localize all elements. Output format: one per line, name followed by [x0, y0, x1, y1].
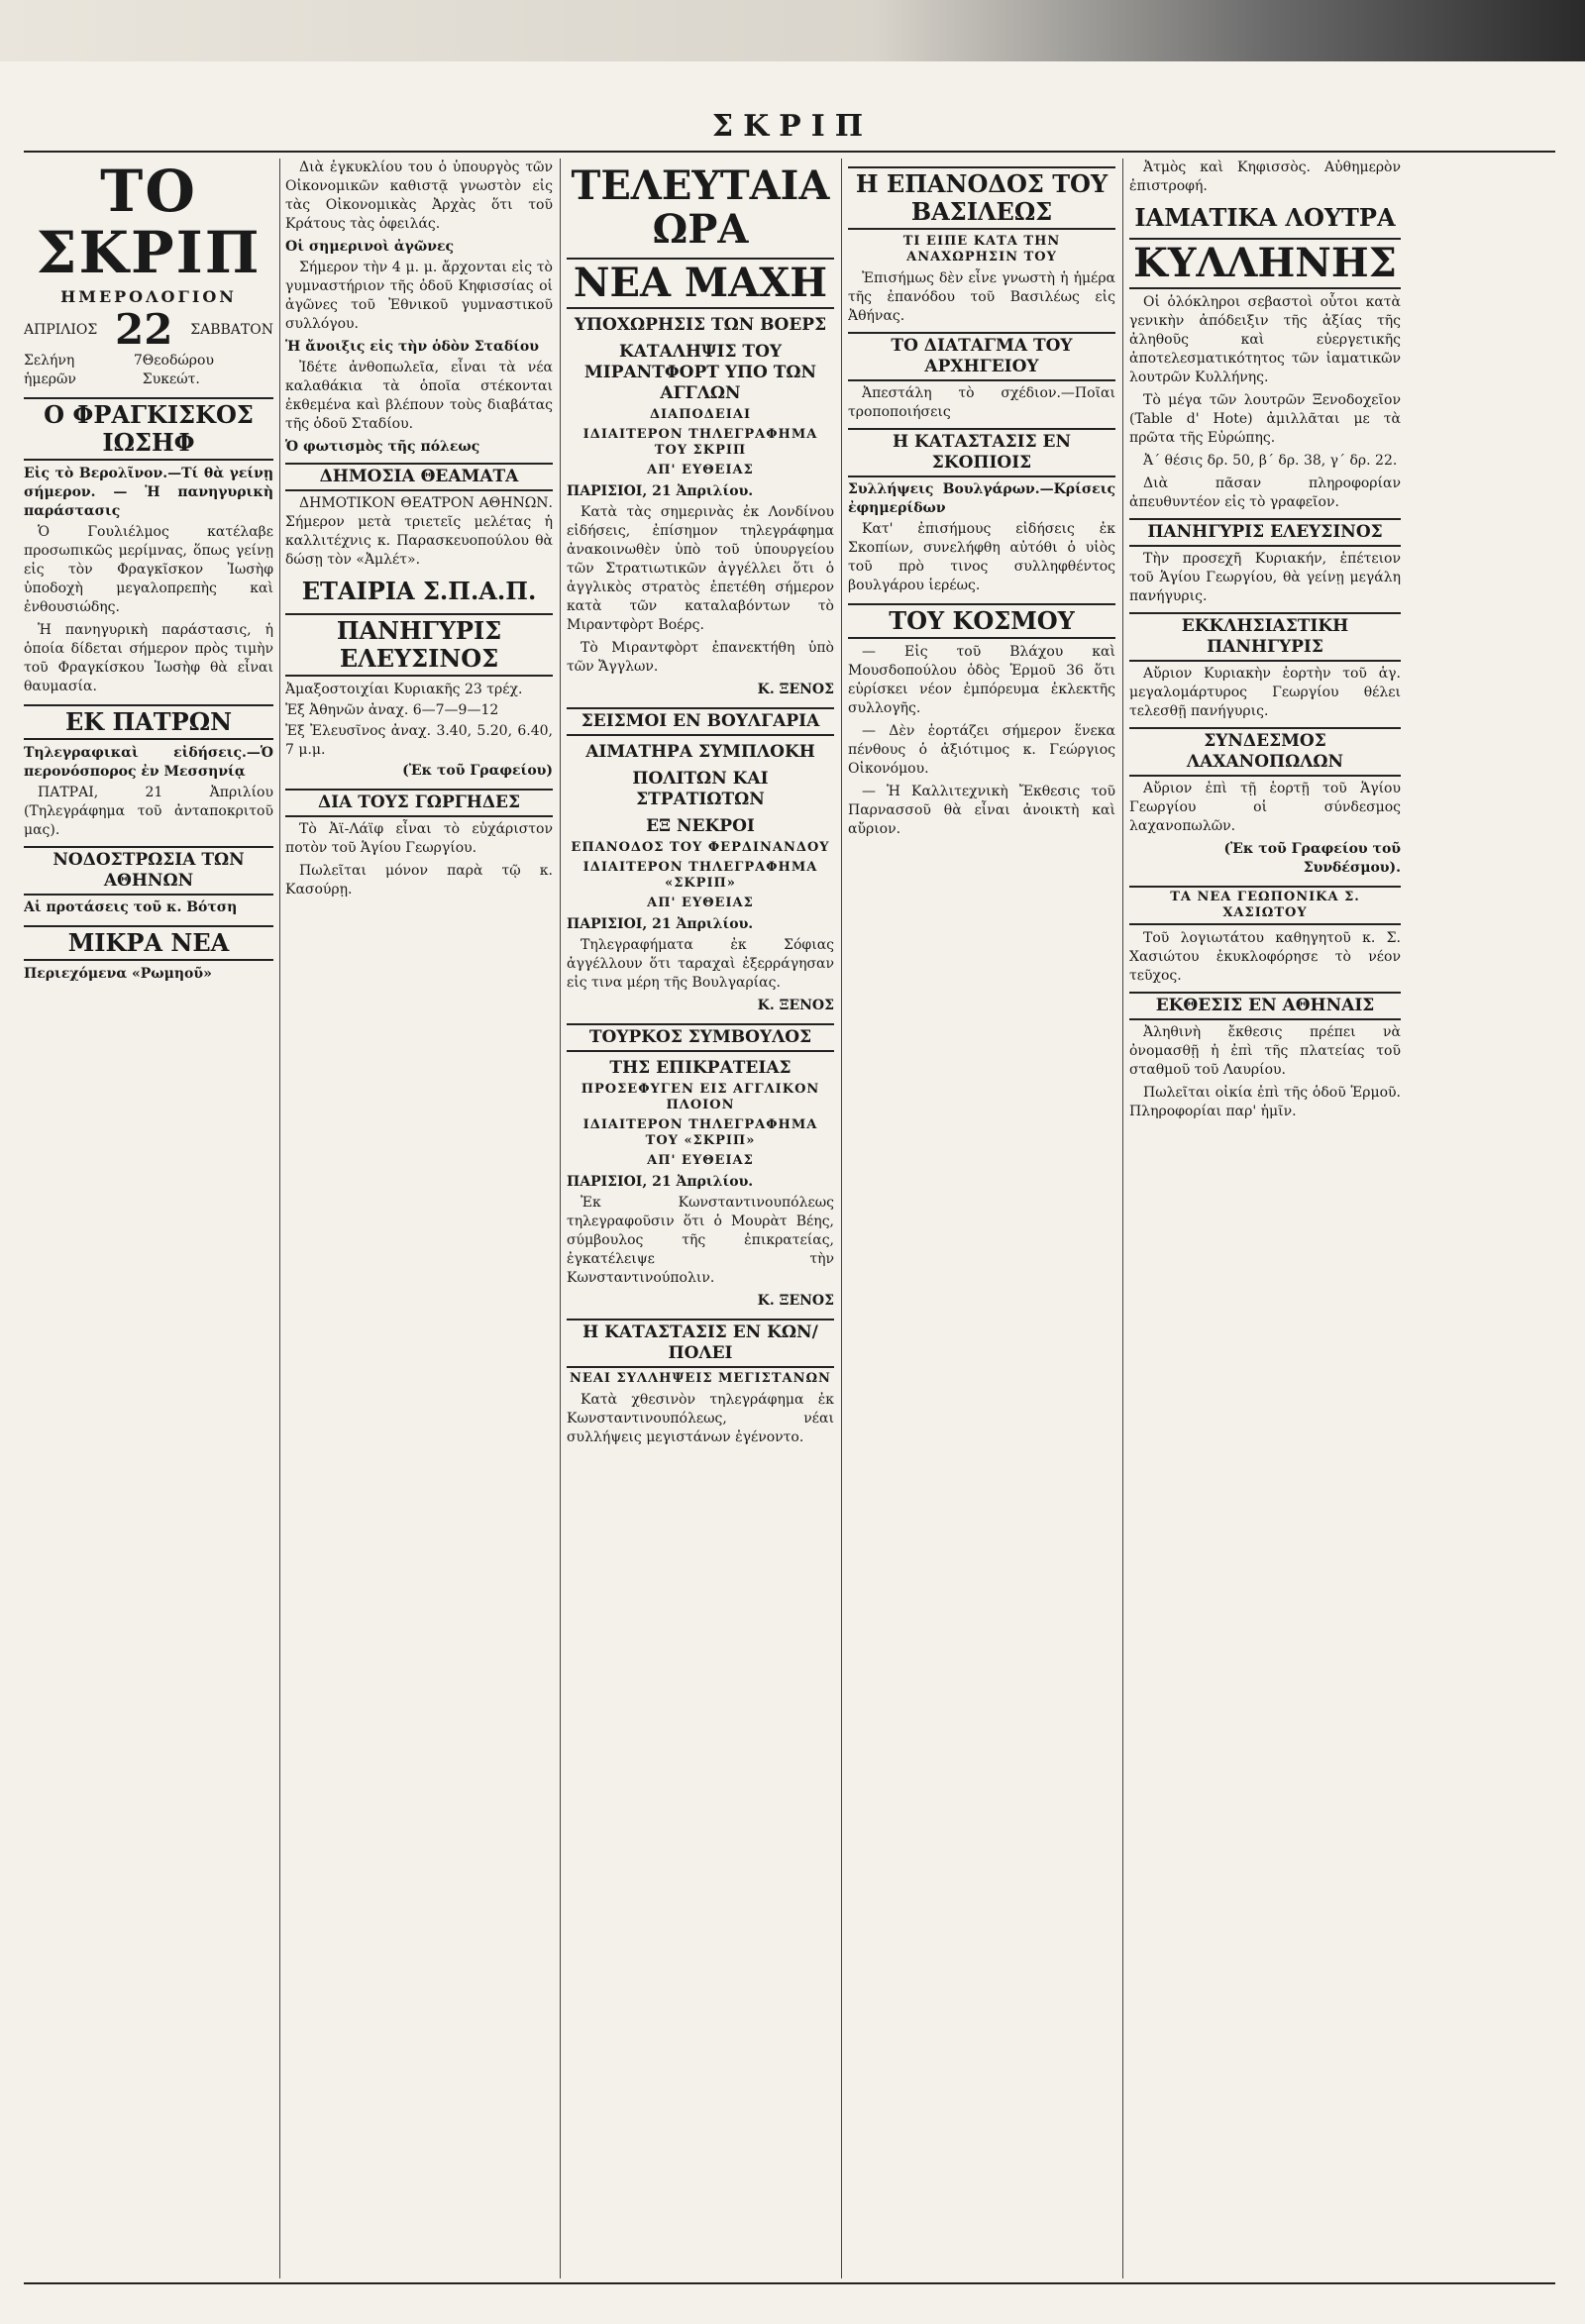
kicker: ΙΔΙΑΙΤΕΡΟΝ ΤΗΛΕΓΡΑΦΗΜΑ ΤΟΥ ΣΚΡΙΠ: [582, 427, 818, 458]
column-separator: [841, 158, 842, 2278]
article-text: Σήμερον τὴν 4 μ. μ. ἄρχονται εἰς τὸ γυμναστήριον τῆς ὁδοῦ Κηφισσίας οἱ ἀγῶνες τοῦ Ἐθνικοῦ γυμναστικοῦ συλλόγου.: [285, 260, 553, 332]
article-text: — Δὲν ἑορτάζει σήμερον ἕνεκα πένθους ὁ ἀξιότιμος κ. Γεώργιος Οἰκονόμου.: [848, 723, 1115, 777]
saint-of-day: Θεοδώρου Συκεώτ.: [142, 353, 214, 387]
article-lead: Εἰς τὸ Βερολῖνον.—Τί θὰ γείνῃ σήμερον. — Ἡ πανηγυρικὴ παράστασις: [24, 466, 273, 519]
article-text: Ἐκ Κωνσταντινουπόλεως τηλεγραφοῦσιν ὅτι ὁ Μουρὰτ Βέης, σύμβουλος τῆς ἐπικρατείας, ἐγκατέλειψε τὴν Κωνσταντινούπολιν.: [567, 1195, 834, 1286]
page-header: ΣΚΡΙΠ: [711, 109, 874, 144]
moon-phase: Σελήνη 7 ἡμερῶν: [24, 353, 143, 387]
article-text: Ἀ΄ θέσις δρ. 50, β΄ δρ. 38, γ΄ δρ. 22.: [1143, 453, 1398, 469]
schedule-text: Ἐξ Ἀθηνῶν ἀναχ. 6—7—9—12: [285, 702, 499, 718]
article-text: Οἱ ὁλόκληροι σεβαστοὶ οὗτοι κατὰ γενικὴν ἀπόδειξιν τῆς ἀξίας τῆς ἀληθοῦς καὶ εὐεργετικῆς ἀποτελεσματικότητος τῶν ἰαματικῶν λουτρῶν Κυλλήνης.: [1129, 294, 1401, 385]
dateline: ΠΑΡΙΣΙΟΙ, 21 Ἀπριλίου.: [567, 483, 754, 499]
article-text: Τὴν προσεχῆ Κυριακήν, ἑπέτειον τοῦ Ἁγίου Γεωργίου, θὰ γείνῃ μεγάλη πανήγυρις.: [1129, 551, 1401, 604]
headline: ΔΗΜΟΣΙΑ ΘΕΑΜΑΤΑ: [285, 463, 553, 491]
signature: Κ. ΞΕΝΟΣ: [757, 998, 834, 1013]
article-text: Κατ' ἐπισήμους εἰδήσεις ἐκ Σκοπίων, συνελήφθη αὐτόθι ὁ υἱὸς τοῦ πρὸ τινος συλληφθέντος βουλγάρου ἱερέως.: [848, 521, 1115, 593]
column-separator: [560, 158, 561, 2278]
schedule-text: Ἐξ Ἐλευσῖνος ἀναχ. 3.40, 5.20, 6.40, 7 μ.μ.: [285, 723, 553, 758]
article-lead: Αἱ προτάσεις τοῦ κ. Βότση: [24, 899, 238, 915]
headline: ΑΙΜΑΤΗΡΑ ΣΥΜΠΛΟΚΗ: [585, 742, 815, 762]
headline: ΝΕΑ ΜΑΧΗ: [567, 258, 834, 309]
article-lead: Οἱ σημερινοὶ ἀγῶνες: [285, 239, 454, 255]
headline: ΕΚΘΕΣΙΣ ΕΝ ΑΘΗΝΑΙΣ: [1129, 992, 1401, 1020]
headline: ΤΟΥΡΚΟΣ ΣΥΜΒΟΥΛΟΣ: [567, 1023, 834, 1052]
footer-rule: [24, 2282, 1555, 2284]
signature: (Ἐκ τοῦ Γραφείου): [402, 763, 553, 779]
header-rule: [24, 151, 1555, 153]
date-details: [24, 352, 273, 389]
article-text: Ἐπισήμως δὲν εἶνε γνωστὴ ἡ ἡμέρα τῆς ἐπανόδου τοῦ Βασιλέως εἰς Ἀθήνας.: [848, 270, 1115, 324]
article-text: Ἰδέτε ἀνθοπωλεῖα, εἶναι τὰ νέα καλαθάκια τὰ ὁποῖα στέκονται ἐκθεμένα καὶ βλέπουν τοὺς διαβάτας τῆς ὁδοῦ Σταδίου.: [285, 360, 553, 432]
headline: ΕΞ ΝΕΚΡΟΙ: [646, 816, 755, 836]
column-3: [567, 158, 834, 2278]
headline: ΠΟΛΙΤΩΝ ΚΑΙ ΣΤΡΑΤΙΩΤΩΝ: [632, 769, 769, 809]
headline: ΚΥΛΛΗΝΗΣ: [1129, 238, 1401, 289]
article-text: Τηλεγραφήματα ἐκ Σόφιας ἀγγέλλουν ὅτι ταραχαὶ ἐξερράγησαν εἰς τινα μέρη τῆς Βουλγαρίας.: [567, 937, 834, 991]
kicker: ΑΠ' ΕΥΘΕΙΑΣ: [647, 896, 754, 910]
article-text: Τοῦ λογιωτάτου καθηγητοῦ κ. Σ. Χασιώτου ἐκυκλοφόρησε τὸ νέον τεῦχος.: [1129, 930, 1401, 984]
headline: ΠΡΟΣΕΦΥΓΕΝ ΕΙΣ ΑΓΓΛΙΚΟΝ ΠΛΟΙΟΝ: [581, 1082, 820, 1112]
column-separator: [1122, 158, 1123, 2278]
date-weekday: ΣΑΒΒΑΤΟΝ: [190, 321, 273, 338]
headline: ΜΙΚΡΑ ΝΕΑ: [24, 925, 273, 961]
schedule-text: Ἀμαξοστοιχίαι Κυριακῆς 23 τρέχ.: [285, 682, 523, 697]
headline: ΣΕΙΣΜΟΙ ΕΝ ΒΟΥΛΓΑΡΙΑ: [567, 707, 834, 736]
headline: ΔΙΑ ΤΟΥΣ ΓΩΡΓΗΔΕΣ: [285, 789, 553, 817]
kicker: ΙΔΙΑΙΤΕΡΟΝ ΤΗΛΕΓΡΑΦΗΜΑ «ΣΚΡΙΠ»: [582, 860, 818, 891]
headline: ΠΑΝΗΓΥΡΙΣ ΕΛΕΥΣΙΝΟΣ: [285, 613, 553, 677]
headline: ΕΤΑΙΡΙΑ Σ.Π.Α.Π.: [301, 577, 537, 605]
article-text: Κατὰ χθεσινὸν τηλεγράφημα ἐκ Κωνσταντινουπόλεως, νέαι συλλήψεις μεγιστάνων ἐγένοντο.: [567, 1392, 834, 1445]
article-text: Διὰ πᾶσαν πληροφορίαν ἀπευθυντέον εἰς τὸ γραφεῖον.: [1129, 475, 1401, 510]
headline: ΤΕΛΕΥΤΑΙΑ ΩΡΑ: [571, 162, 830, 253]
masthead-title: ΤΟ ΣΚΡΙΠ: [36, 158, 262, 286]
headline: ΤΟΥ ΚΟΣΜΟΥ: [848, 603, 1115, 639]
headline: ΥΠΟΧΩΡΗΣΙΣ ΤΩΝ ΒΟΕΡΣ: [574, 315, 827, 335]
headline: ΠΑΝΗΓΥΡΙΣ ΕΛΕΥΣΙΝΟΣ: [1129, 518, 1401, 547]
article-text: ΠΑΤΡΑΙ, 21 Ἀπριλίου (Τηλεγράφημα τοῦ ἀνταποκριτοῦ μας).: [24, 785, 273, 838]
article-text: — Ἡ Καλλιτεχνικὴ Ἔκθεσις τοῦ Παρνασσοῦ θὰ εἶναι ἀνοικτὴ καὶ αὔριον.: [848, 784, 1115, 837]
headline: ΕΚΚΛΗΣΙΑΣΤΙΚΗ ΠΑΝΗΓΥΡΙΣ: [1129, 612, 1401, 662]
signature: (Ἐκ τοῦ Γραφείου τοῦ Συνδέσμου).: [1223, 841, 1401, 876]
signature: Κ. ΞΕΝΟΣ: [757, 1293, 834, 1309]
headline: ΔΙΑΠΟΔΕΙΑΙ: [649, 407, 752, 422]
article-text: Διὰ ἐγκυκλίου του ὁ ὑπουργὸς τῶν Οἰκονομικῶν καθιστᾷ γνωστὸν εἰς τὰς Οἰκονομικὰς Ἀρχὰς ὅτι τοῦ Κράτους τὰς ὀφειλάς.: [285, 159, 553, 232]
article-text: Πωλεῖται μόνον παρὰ τῷ κ. Κασούρῃ.: [285, 863, 553, 898]
headline: ΝΕΑΙ ΣΥΛΛΗΨΕΙΣ ΜΕΓΙΣΤΑΝΩΝ: [570, 1371, 831, 1386]
headline: Ο ΦΡΑΓΚΙΣΚΟΣ ΙΩΣΗΦ: [24, 397, 273, 461]
article-lead: Τηλεγραφικαὶ εἰδήσεις.—Ὁ περονόσπορος ἐν Μεσσηνίᾳ: [24, 745, 273, 780]
date-day: 22: [115, 305, 173, 354]
column-5: [1129, 158, 1401, 2278]
kicker: ΤΙ ΕΙΠΕ ΚΑΤΑ ΤΗΝ ΑΝΑΧΩΡΗΣΙΝ ΤΟΥ: [902, 234, 1061, 264]
article-text: Αὔριον Κυριακὴν ἑορτὴν τοῦ ἁγ. μεγαλομάρτυρος Γεωργίου θέλει τελεσθῇ πανήγυρις.: [1129, 666, 1401, 719]
article-text: Ὁ Γουλιέλμος κατέλαβε προσωπικῶς μερίμνας, ὅπως γείνῃ εἰς τὸν Φραγκῖσκον Ἰωσὴφ ὑποδοχὴ μεγαλοπρεπὴς καὶ ἐνθουσιώδης.: [24, 524, 273, 615]
headline: Η ΚΑΤΑΣΤΑΣΙΣ ΕΝ ΚΩΝ/ΠΟΛΕΙ: [567, 1319, 834, 1368]
headline: Η ΚΑΤΑΣΤΑΣΙΣ ΕΝ ΣΚΟΠΙΟΙΣ: [848, 428, 1115, 477]
article-lead: Ὁ φωτισμὸς τῆς πόλεως: [285, 439, 480, 455]
kicker: ΑΠ' ΕΥΘΕΙΑΣ: [647, 1153, 754, 1168]
headline: ΣΥΝΔΕΣΜΟΣ ΛΑΧΑΝΟΠΩΛΩΝ: [1129, 727, 1401, 777]
column-1: [24, 158, 273, 2278]
headline: ΤΟ ΔΙΑΤΑΓΜΑ ΤΟΥ ΑΡΧΗΓΕΙΟΥ: [848, 332, 1115, 381]
masthead-subtitle: ΗΜΕΡΟΛΟΓΙΟΝ: [60, 287, 237, 306]
dateline: ΠΑΡΙΣΙΟΙ, 21 Ἀπριλίου.: [567, 916, 754, 932]
headline: ΤΑ ΝΕΑ ΓΕΩΠΟΝΙΚΑ Σ. ΧΑΣΙΩΤΟΥ: [1129, 886, 1401, 925]
headline: ΙΑΜΑΤΙΚΑ ΛΟΥΤΡΑ: [1134, 203, 1396, 232]
kicker: ΙΔΙΑΙΤΕΡΟΝ ΤΗΛΕΓΡΑΦΗΜΑ ΤΟΥ «ΣΚΡΙΠ»: [582, 1117, 818, 1148]
article-lead: Περιεχόμενα «Ρωμηοῦ»: [24, 966, 212, 982]
headline: ΕΚ ΠΑΤΡΩΝ: [24, 704, 273, 740]
article-lead: Ἡ ἄνοιξις εἰς τὴν ὁδὸν Σταδίου: [285, 339, 539, 355]
column-separator: [279, 158, 280, 2278]
article-text: Αὔριον ἐπὶ τῇ ἑορτῇ τοῦ Ἁγίου Γεωργίου οἱ σύνδεσμος λαχανοπωλῶν.: [1129, 781, 1401, 834]
headline: ΤΗΣ ΕΠΙΚΡΑΤΕΙΑΣ: [609, 1058, 792, 1078]
signature: Κ. ΞΕΝΟΣ: [757, 682, 834, 697]
headline: ΕΠΑΝΟΔΟΣ ΤΟΥ ΦΕΡΔΙΝΑΝΔΟΥ: [571, 840, 830, 855]
article-text: Ἀτμὸς καὶ Κηφισσὸς. Αὐθημερὸν ἐπιστροφή.: [1129, 159, 1401, 194]
article-text: ΔΗΜΟΤΙΚΟΝ ΘΕΑΤΡΟΝ ΑΘΗΝΩΝ. Σήμερον μετὰ τριετεῖς μελέτας ἡ καλλιτέχνις κ. Παρασκευοπούλου θὰ δώσῃ τὸν «Ἀμλέτ».: [285, 495, 553, 568]
kicker: ΑΠ' ΕΥΘΕΙΑΣ: [647, 463, 754, 477]
article-lead: Συλλήψεις Βουλγάρων.—Κρίσεις ἐφημερίδων: [848, 481, 1115, 516]
headline: ΝΟΔΟΣΤΡΩΣΙΑ ΤΩΝ ΑΘΗΝΩΝ: [24, 846, 273, 896]
article-text: Τὸ μέγα τῶν λουτρῶν Ξενοδοχεῖον (Table d' Hote) ἀμιλλᾶται με τὰ πρῶτα τῆς Εὐρώπης.: [1129, 392, 1401, 446]
article-text: Τὸ Ἀϊ-Λάϊφ εἶναι τὸ εὐχάριστον ποτὸν τοῦ Ἁγίου Γεωργίου.: [285, 821, 553, 856]
article-text: Πωλεῖται οἰκία ἐπὶ τῆς ὁδοῦ Ἑρμοῦ. Πληροφορίαι παρ' ἡμῖν.: [1129, 1085, 1401, 1119]
scan-edge: [0, 0, 1585, 61]
article-text: Ἀληθινὴ ἔκθεσις πρέπει νὰ ὀνομασθῇ ἡ ἐπὶ τῆς πλατείας τοῦ σταθμοῦ τοῦ Λαυρίου.: [1129, 1024, 1401, 1078]
date-block: [24, 305, 273, 354]
date-month: ΑΠΡΙΛΙΟΣ: [24, 321, 98, 338]
column-4: [848, 158, 1115, 2278]
headline: ΚΑΤΑΛΗΨΙΣ ΤΟΥ ΜΙΡΑΝΤΦΟΡΤ ΥΠΟ ΤΩΝ ΑΓΓΛΩΝ: [583, 342, 817, 403]
column-2: [285, 158, 553, 2278]
headline: Η ΕΠΑΝΟΔΟΣ ΤΟΥ ΒΑΣΙΛΕΩΣ: [848, 166, 1115, 230]
article-text: Κατὰ τὰς σημερινὰς ἐκ Λονδίνου εἰδήσεις, ἐπίσημον τηλεγράφημα ἀνακοινωθὲν ὑπὸ τοῦ ὑπουργείου τῶν Στρατιωτικῶν ἀγγέλλει ὅτι ὁ ἀγγλικὸς στρατὸς ἐπετέθη σήμερον κατὰ τῶν καταλαβόντων τὸ Μιραντφὸρτ Βοέρς.: [567, 504, 834, 633]
dateline: ΠΑΡΙΣΙΟΙ, 21 Ἀπριλίου.: [567, 1174, 754, 1190]
article-text: Τὸ Μιραντφὸρτ ἐπανεκτήθη ὑπὸ τῶν Ἄγγλων.: [567, 640, 834, 675]
article-text: — Εἰς τοῦ Βλάχου καὶ Μουσδοπούλου ὁδὸς Ἑρμοῦ 36 ὅτι εὑρίσκει νέον ἐμπόρευμα ἐκλεκτῆς συλλογῆς.: [848, 644, 1115, 716]
article-text: Ἡ πανηγυρικὴ παράστασις, ἡ ὁποία δίδεται σήμερον πρὸς τιμὴν τοῦ Φραγκίσκου Ἰωσὴφ θὰ εἶναι θαυμασία.: [24, 622, 273, 694]
article-text: Ἀπεστάλη τὸ σχέδιον.—Ποῖαι τροποποιήσεις: [848, 385, 1115, 420]
